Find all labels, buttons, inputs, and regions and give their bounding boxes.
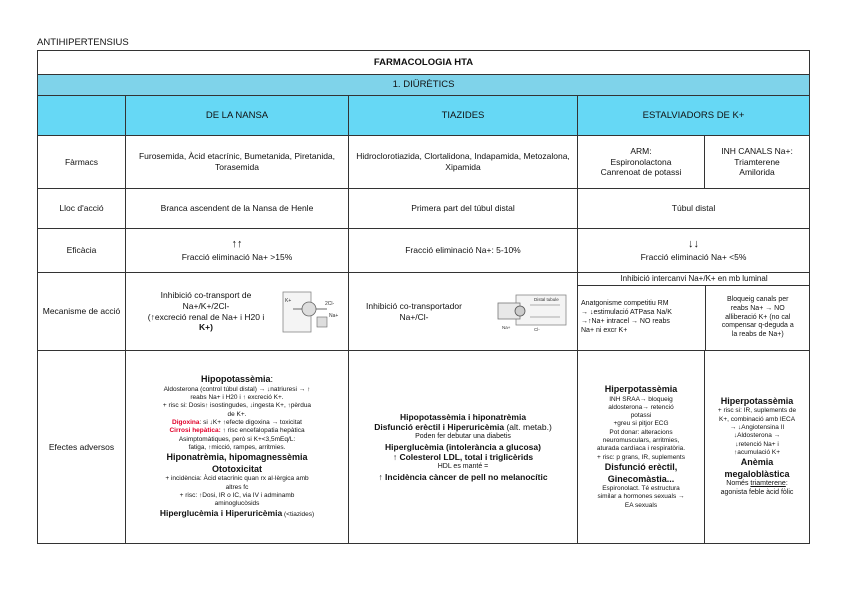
efectes-line [129, 427, 345, 435]
efectes-line: reabs Na+ i H20 i ↑ excreció K+. [190, 394, 284, 402]
arrows-up: ↑↑ [231, 238, 243, 251]
efectes-nansa [126, 351, 349, 544]
efectes-line: de K+. [227, 410, 247, 418]
efectes-line: potassi [630, 412, 652, 420]
mec-line: compensar q-deguda a [721, 322, 794, 330]
mecanisme-inh [705, 286, 810, 351]
farmacs-inh [705, 136, 810, 189]
efectes-text: : [785, 480, 788, 488]
mecanisme-tiazides [349, 273, 578, 351]
section-heading: 1. DIÜRÈTICS [38, 75, 810, 96]
mecanisme-arm [578, 286, 705, 351]
mec-line: Anatgonisme competitiu RM [581, 300, 669, 308]
mec-line: →↑Na+ intracel → NO reabs [581, 318, 670, 325]
efectes-line: fatiga, ↑micció, rampes, arritmies. [188, 443, 286, 451]
efectes-line: + risc: ↑Dosi, IR o IC, via IV i adminamb [179, 491, 295, 499]
eficacia-nansa [126, 229, 349, 273]
diagram-label: 2Cl- [325, 300, 335, 307]
document-title: ANTIHIPERTENSIUS [37, 37, 129, 48]
mec-line: Bloqueig canals per [727, 295, 789, 303]
farmacs-inh-line: INH CANALS Na+: [721, 146, 793, 157]
farmacs-arm [578, 136, 705, 189]
transporter-circle [302, 302, 316, 316]
lloc-estalviadors: Túbul distal [578, 189, 810, 229]
eficacia-tiazides: Fracció eliminació Na+: 5-10% [349, 229, 578, 273]
efectes-line: +greu si pitjor ECG [613, 420, 669, 428]
diagram-label: Cl- [534, 326, 540, 332]
lloc-nansa: Branca ascendent de la Nansa de Henle [126, 189, 349, 229]
efectes-line: K+, combinació amb IECA [718, 415, 796, 423]
efectes-title: megaloblàstica [724, 468, 790, 479]
efectes-line: agonista feble àcid fòlic [720, 489, 794, 497]
efectes-line [708, 480, 806, 489]
efectes-line [129, 374, 345, 386]
row-label-eficacia: Eficàcia [38, 229, 126, 273]
tiazides-transporter-diagram [494, 289, 572, 335]
efectes-title: ↑ Colesterol LDL, total i triglicèrids [392, 452, 534, 463]
efectes-line: ↓retenció Na+ i [735, 440, 779, 448]
efectes-line: Espironolact. Té estructura [602, 485, 680, 493]
row-label-farmacs: Fàrmacs [38, 136, 126, 189]
efectes-line: Asimptomàtiques, però si K+<3,5mEq/L: [178, 435, 296, 443]
mec-line: Na+/Cl- [399, 311, 429, 322]
diagram-label: K+ [285, 297, 292, 304]
row-label-mecanisme: Mecanisme de acció [38, 273, 126, 351]
efectes-line: + incidència: Àcid etacrínic quan rx al·lèrgica amb [165, 475, 309, 483]
efectes-line: + risc si: IR, suplements de [717, 407, 797, 415]
channel-shape [317, 317, 327, 327]
efectes-line [129, 419, 345, 427]
transporter-circle [515, 306, 525, 316]
efectes-line: similar a hormones sexuals → [597, 493, 685, 501]
efectes-line: altres fc [225, 483, 249, 491]
mec-line: Inhibició co-transport de [160, 290, 252, 301]
efectes-title: Disfunció erèctil, [604, 462, 678, 473]
efectes-note: (alt. metab.) [504, 422, 552, 433]
efectes-title: Hipopotassèmia i hiponatrèmia [399, 411, 527, 422]
efectes-line: + risc si: Dosis↑ isostingudes, ↓ingesta K+, ↑pèrdua [162, 402, 312, 410]
mec-line: reabs Na+ → NO [730, 304, 785, 312]
efectes-line: aminoglucòsids [214, 500, 260, 508]
efectes-line: aturada cardíaca i respiratòria. [596, 445, 686, 453]
eficacia-nansa-text: Fracció eliminació Na+ >15% [181, 252, 293, 263]
efectes-inh [705, 351, 810, 544]
mec-line: alliberació K+ (no cal [725, 313, 791, 321]
mec-line: Inhibició co-transportador [366, 300, 462, 311]
mecanisme-nansa [126, 273, 349, 351]
farmacs-arm-line: ARM: [630, 146, 652, 157]
efectes-text: Només [726, 480, 751, 488]
mec-line: Na+ ni excr K+ [581, 326, 628, 334]
efectes-title: Hiperglucèmia i Hiperuricèmia [159, 508, 283, 519]
mecanisme-estalviadors [578, 273, 810, 351]
diagram-label: Distal tubule [534, 296, 559, 302]
row-label-lloc: Lloc d'acció [38, 189, 126, 229]
arrows-down: ↓↓ [688, 238, 700, 251]
efectes-line: + risc: p grans, IR, suplements [597, 453, 685, 461]
farmacs-arm-line: Canrenoat de potassi [600, 167, 682, 178]
header-estalviadors: ESTALVIADORS DE K+ [578, 96, 810, 136]
efectes-title: Hiperpotassèmia [720, 395, 794, 406]
mec-line: Na+/K+/2Cl- [182, 300, 230, 311]
mec-line: (↑excreció renal de Na+ i H20 i [147, 311, 265, 322]
table-title: FARMACOLOGIA HTA [38, 51, 810, 75]
header-nansa: DE LA NANSA [126, 96, 349, 136]
efectes-line [129, 508, 345, 519]
efectes-arm [578, 351, 705, 544]
eficacia-estalv-text: Fracció eliminació Na+ <5% [640, 252, 747, 263]
lloc-tiazides: Primera part del túbul distal [349, 189, 578, 229]
header-tiazides: TIAZIDES [349, 96, 578, 136]
pharmacology-table [37, 50, 810, 544]
mec-line: → ↓estimulació ATPasa Na/K [581, 309, 672, 317]
digoxina-label: Digoxina [172, 418, 200, 426]
efectes-line: HDL es manté = [437, 462, 489, 470]
efectes-title: Hiperpotassèmia [604, 384, 678, 394]
efectes-line: aldosterona→ retenció [608, 403, 674, 411]
efectes-title: Disfunció erèctil i Hiperuricèmia [374, 422, 505, 433]
efectes-line: Poden fer debutar una diabetis [415, 432, 511, 440]
mecanisme-nansa-text [131, 290, 281, 333]
farmacs-nansa: Furosemida, Àcid etacrínic, Bumetanida, Piretanida, Torasemida [126, 136, 349, 189]
farmacs-tiazides: Hidroclorotiazida, Clortalidona, Indapamida, Metozalona, Xipamida [349, 136, 578, 189]
farmacs-inh-line: Amilorida [739, 167, 775, 178]
efectes-line: EA sexuals [624, 501, 658, 509]
efectes-title: Ginecomàstia... [607, 473, 675, 484]
mecanisme-estalv-top: Inhibició intercanvi Na+/K+ en mb luminal [578, 273, 810, 286]
cirrosi-text: ↑ risc encefalopatia hepàtica [220, 427, 305, 435]
efectes-title: Anèmia [740, 457, 774, 468]
farmacs-arm-line: Espironolactona [610, 156, 672, 167]
efectes-line: neuromusculars, arritmies, [602, 437, 680, 445]
triamterene-underlined: triamterene [750, 480, 786, 488]
efectes-title: Hiponatrèmia, hipomagnessèmia [166, 452, 308, 463]
cirrosi-label: Cirrosi hepàtica: [169, 427, 221, 435]
efectes-title: ↑ Incidència càncer de pell no melanocític [378, 471, 548, 482]
farmacs-inh-line: Triamterene [734, 156, 780, 167]
efectes-line: INH SRAA→ bloqueig [609, 395, 673, 403]
nansa-transporter-diagram [281, 289, 343, 335]
mec-line: la reabs de Na+) [731, 331, 784, 339]
efectes-line: → ↓Angiotensina II [729, 423, 785, 431]
efectes-note: (<tiazides) [282, 511, 315, 519]
efectes-line: ↓Aldosterona → [733, 432, 781, 440]
efectes-line [352, 422, 574, 433]
mecanisme-tiazides-text [354, 301, 474, 322]
efectes-line: Pot donar: alteracions [609, 428, 673, 436]
diagram-label: Na+ [502, 324, 511, 330]
diagram-label: Na+ [329, 312, 339, 319]
efectes-colon: : [270, 374, 274, 385]
efectes-title: Hiperglucèmia (intolerància a glucosa) [385, 441, 541, 452]
eficacia-estalviadors [578, 229, 810, 273]
mec-line: K+) [199, 322, 213, 333]
header-empty [38, 96, 126, 136]
efectes-line: ↑acumulació K+ [733, 448, 781, 456]
row-label-efectes: Efectes adversos [38, 351, 126, 544]
efectes-tiazides [349, 351, 578, 544]
efectes-line: Aldosterona (control túbul distal) → ↓natriuresi → ↑ [163, 385, 311, 393]
efectes-title: Ototoxicitat [211, 463, 262, 474]
mecanisme-estalv-subtable [578, 273, 810, 350]
efectes-title: Hipopotassèmia [200, 374, 271, 385]
digoxina-text: : si ↓K+ ↑efecte digoxina → toxicitat [199, 418, 302, 426]
